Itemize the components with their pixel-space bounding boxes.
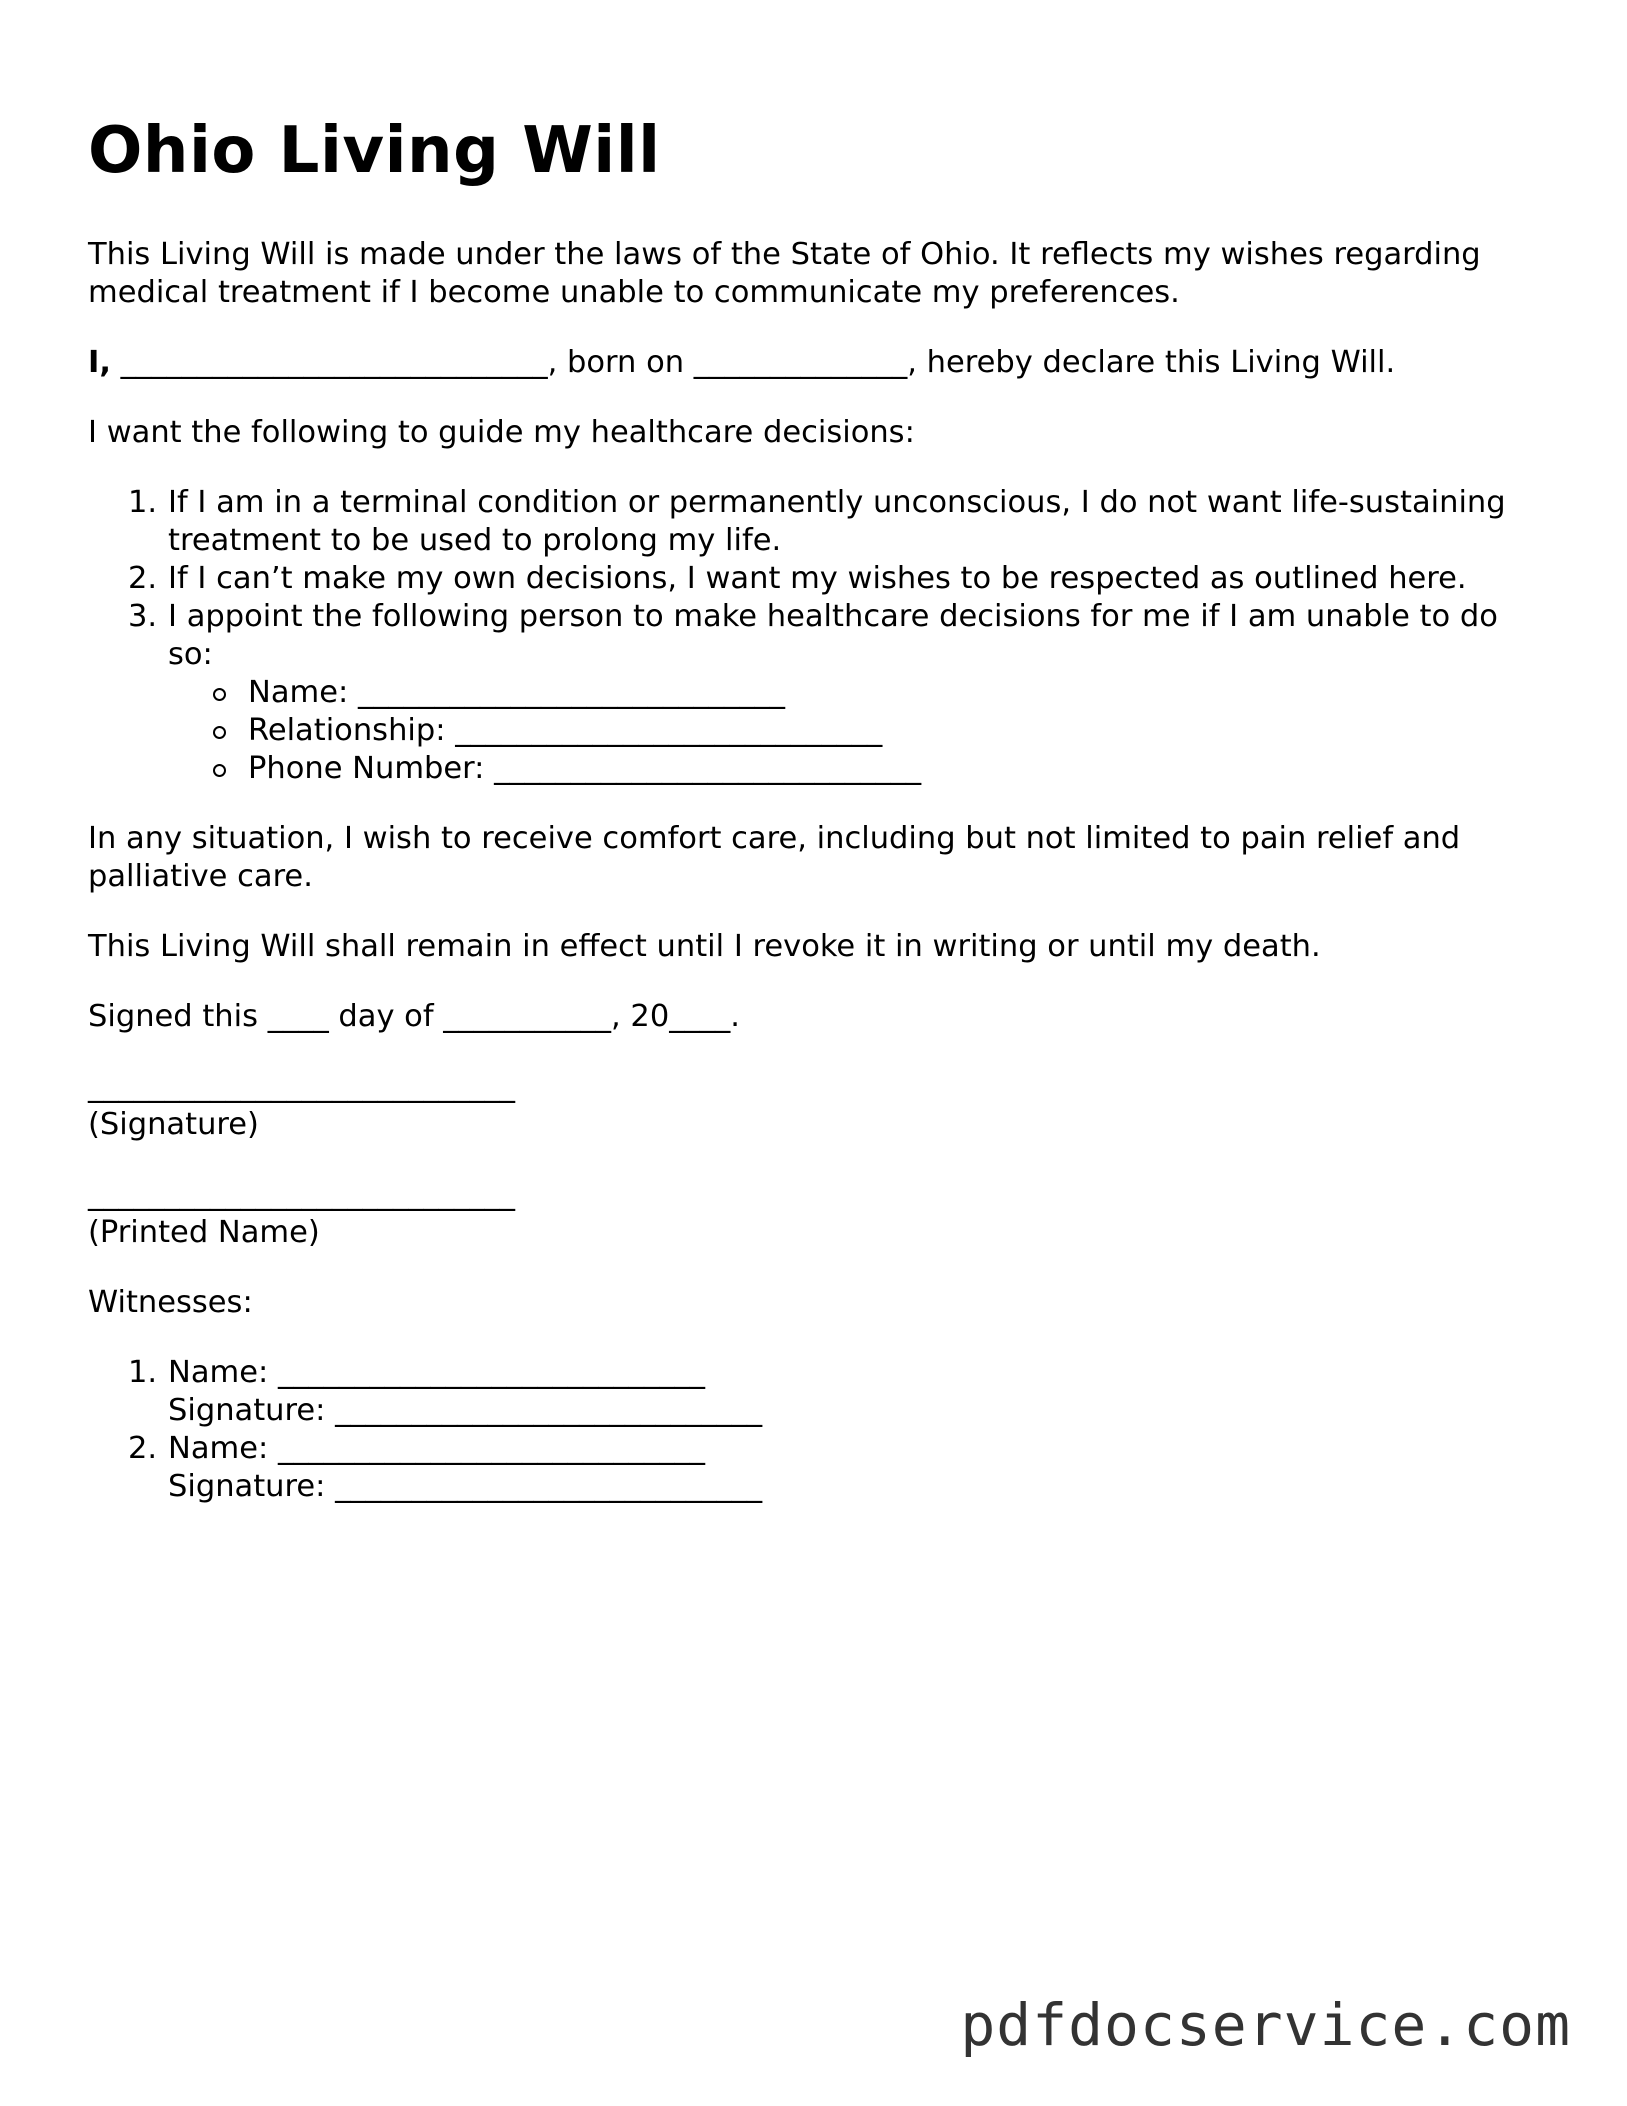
document-title: Ohio Living Will: [88, 114, 661, 188]
wishes-list: [88, 484, 1548, 788]
document-page: [88, 108, 1548, 1506]
agent-phone-field: Phone Number: ____________________________: [168, 750, 1548, 788]
witness-number: 1.: [128, 1355, 158, 1390]
wish-item: [88, 484, 1548, 560]
comfort-care-paragraph: In any situation, I wish to receive comfort care, including but not limited to pain relief and palliative care.: [88, 821, 1461, 894]
declaration-prefix: I,: [88, 345, 111, 380]
signature-block: [88, 1068, 1548, 1144]
circle-bullet-icon: [213, 764, 226, 777]
watermark-text: pdfdocservice.com: [960, 1991, 1571, 2059]
printed-name-label: (Printed Name): [88, 1215, 320, 1250]
printed-name-block: [88, 1176, 1548, 1252]
declaration-text: ____________________________, born on ______________, hereby declare this Living Will.: [110, 345, 1396, 380]
witness-item: [88, 1354, 1548, 1430]
declaration-line: [88, 344, 1548, 382]
wish-text: If I can’t make my own decisions, I want my wishes to be respected as outlined here.: [168, 561, 1467, 596]
witnesses-heading: Witnesses:: [88, 1285, 253, 1320]
signature-line: ____________________________: [88, 1069, 515, 1104]
signature-label: (Signature): [88, 1107, 259, 1142]
effect-paragraph: This Living Will shall remain in effect until I revoke it in writing or until my death.: [88, 929, 1321, 964]
circle-bullet-icon: [213, 688, 226, 701]
printed-name-line: ____________________________: [88, 1177, 515, 1212]
circle-bullet-icon: [213, 726, 226, 739]
wish-number: 2.: [128, 561, 158, 596]
wish-text: I appoint the following person to make healthcare decisions for me if I am unable to do so:: [168, 599, 1498, 672]
signed-date-line: Signed this ____ day of ___________, 20____.: [88, 999, 740, 1034]
wish-number: 1.: [128, 485, 158, 520]
wish-item: [88, 560, 1548, 598]
agent-relationship-field: Relationship: ____________________________: [168, 712, 1548, 750]
wish-text: If I am in a terminal condition or permanently unconscious, I do not want life-sustaining treatment to be used to prolong my life.: [168, 485, 1506, 558]
intro-paragraph: This Living Will is made under the laws of the State of Ohio. It reflects my wishes regarding medical treatment if I become unable to communicate my preferences.: [88, 237, 1481, 310]
witnesses-list: [88, 1354, 1548, 1506]
agent-name-field: Name: ____________________________: [168, 674, 1548, 712]
witness-name-field: Name: ____________________________: [168, 1355, 705, 1390]
wish-number: 3.: [128, 599, 158, 634]
witness-item: [88, 1430, 1548, 1506]
guide-heading: I want the following to guide my healthcare decisions:: [88, 415, 915, 450]
wish-item: [88, 598, 1548, 788]
witness-signature-field: Signature: ____________________________: [168, 1393, 763, 1428]
agent-fields-list: [168, 674, 1548, 788]
witness-name-field: Name: ____________________________: [168, 1431, 705, 1466]
witness-signature-field: Signature: ____________________________: [168, 1469, 763, 1504]
witness-number: 2.: [128, 1431, 158, 1466]
